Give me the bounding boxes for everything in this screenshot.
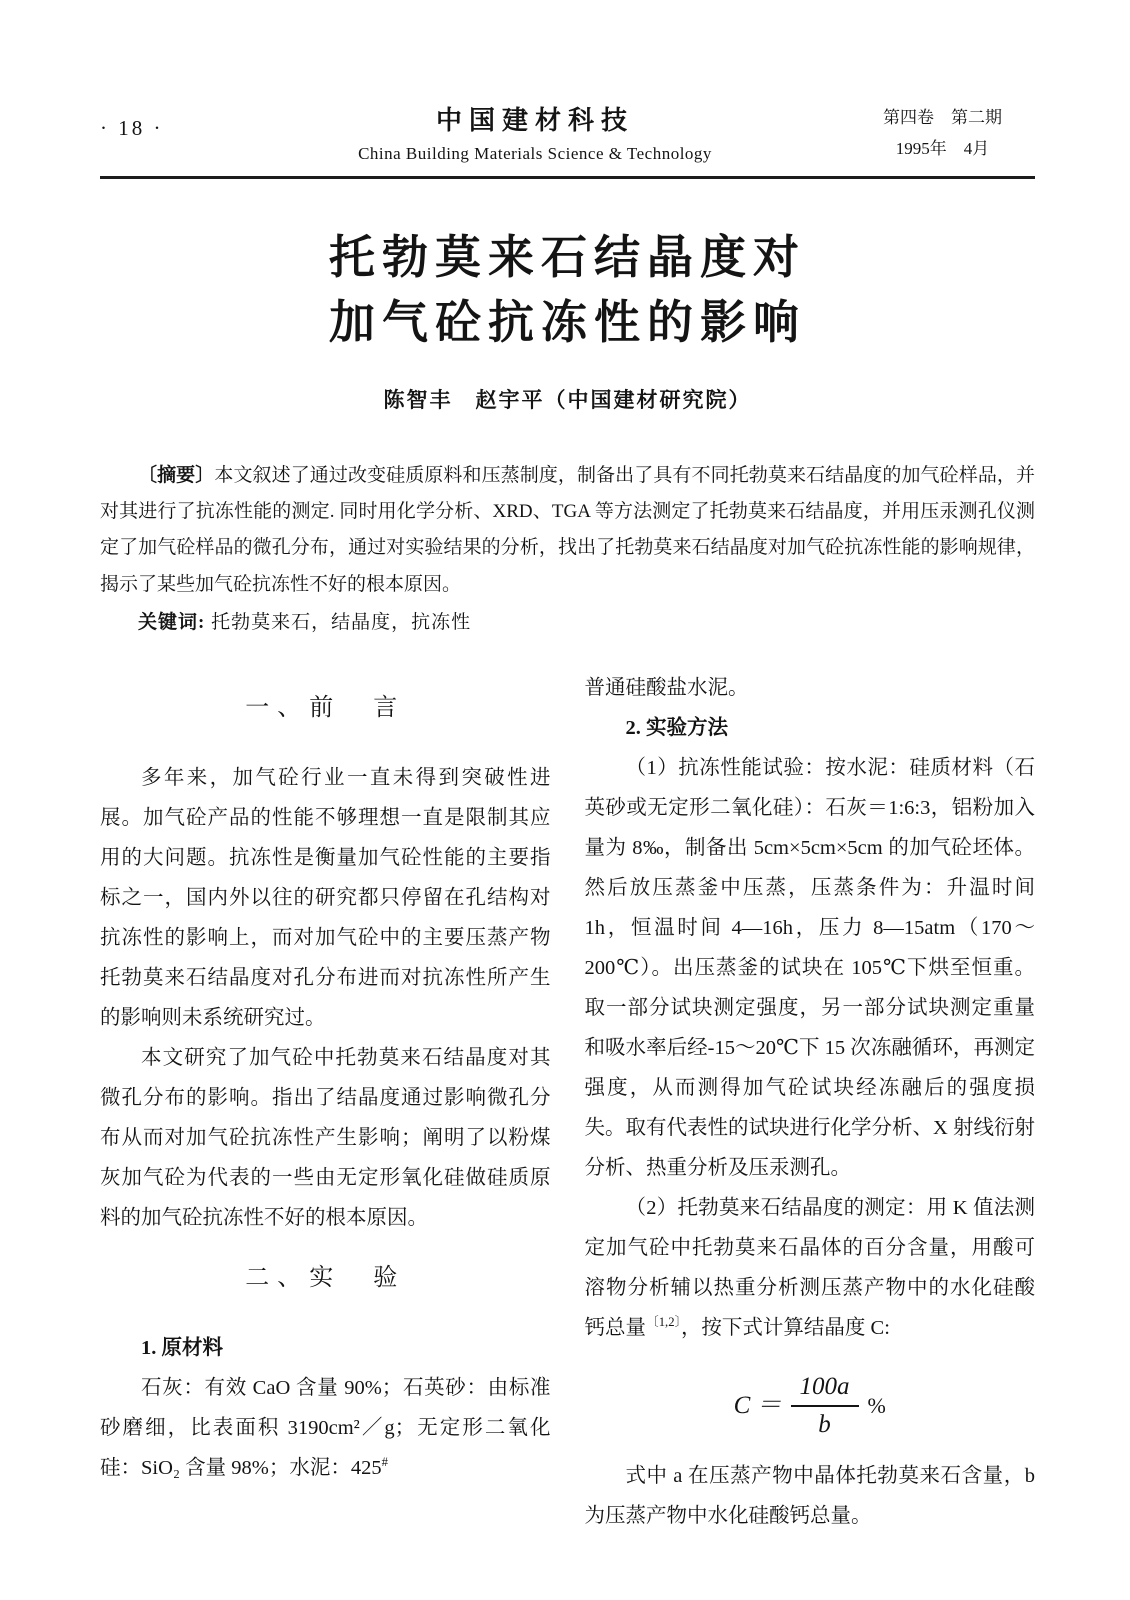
- abstract-label: 〔摘要〕: [138, 464, 215, 486]
- section-1-heading: 一、前 言: [245, 695, 406, 722]
- formula-explanation-paragraph: 式中 a 在压蒸产物中晶体托勃莫来石含量，b 为压蒸产物中水化硅酸钙总量。: [584, 1465, 1035, 1528]
- page-number: · 18 ·: [100, 116, 164, 140]
- crystallinity-formula: [585, 1372, 1036, 1440]
- journal-title-cn: 中国建材科技: [435, 106, 634, 135]
- keywords-line: [100, 607, 1035, 634]
- abstract-text: 本文叙述了通过改变硅质原料和压蒸制度，制备出了具有不同托勃莫来石结晶度的加气砼样品，并对其进行了抗冻性能的测定. 同时用化学分析、XRD、TGA 等方法测定了托勃莫来石结晶度，并用压汞测孔仪测定了加气砼样品的微孔分布，通过对实验结果的分析，找出了托勃莫来石结晶度对加气砼抗冻性能的影响规律，揭示了某些加气砼抗冻性不好的根本原因。: [100, 464, 1035, 595]
- subsection-2-heading: 2. 实验方法: [625, 717, 728, 740]
- two-column-body: [100, 668, 1035, 1536]
- issue-date: 1995年 4月: [895, 139, 990, 159]
- section-2-heading: 二、实 验: [245, 1265, 406, 1292]
- section-1-paragraph-1: 多年来，加气砼行业一直未得到突破性进展。加气砼产品的性能不够理想一直是限制其应用的大问题。抗冻性是衡量加气砼性能的主要指标之一，国内外以往的研究都只停留在孔结构对抗冻性的影响上，而对加气砼中的主要压蒸产物托勃莫来石结晶度对孔分布进而对抗冻性所产生的影响则未系统研究过。: [100, 767, 551, 1030]
- formula-denominator: b: [818, 1411, 831, 1439]
- header-divider: [100, 176, 1035, 179]
- raw-materials-paragraph: [100, 1368, 551, 1488]
- formula-unit: %: [867, 1393, 886, 1419]
- issue-info: [850, 100, 1035, 165]
- article-title-line2: 加气砼抗冻性的影响: [329, 297, 806, 349]
- keywords-label: 关键词:: [138, 612, 206, 634]
- method-paragraph-1: （1）抗冻性能试验：按水泥：硅质材料（石英砂或无定形二氧化硅）：石灰＝1:6:3，铝粉加入量为 8‰，制备出 5cm×5cm×5cm 的加气砼坯体。然后放压蒸釜中压蒸，压蒸条件为：升温时间 1h，恒温时间 4—16h，压力 8—15atm（170～200℃）。出压蒸釜的试块在 105℃下烘至恒重。取一部分试块测定强度，另一部分试块测定重量和吸水率后经-15～20℃下 15 次冻融循环，再测定强度，从而测得加气砼试块经冻融后的强度损失。取有代表性的试块进行化学分析、X 射线衍射分析、热重分析及压汞测孔。: [584, 757, 1035, 1180]
- subsection-1-heading: 1. 原材料: [141, 1337, 223, 1360]
- citation-superscript: 〔1,2〕: [646, 1315, 681, 1330]
- right-column: [585, 668, 1036, 1536]
- method-2-text-end: ，按下式计算结晶度 C:: [680, 1317, 890, 1340]
- formula-fraction: [791, 1372, 859, 1440]
- raw-materials-text: 石灰：有效 CaO 含量 90%；石英砂：由标准砂磨细，比表面积 3190cm²／g；无定形二氧化硅：SiO₂ 含量 98%；水泥：425: [100, 1377, 551, 1480]
- article-title: [100, 225, 1035, 356]
- section-1-paragraph-2: 本文研究了加气砼中托勃莫来石结晶度对其微孔分布的影响。指出了结晶度通过影响微孔分布从而对加气砼抗冻性产生影响；阐明了以粉煤灰加气砼为代表的一些由无定形氧化硅做硅质原料的加气砼抗冻性不好的根本原因。: [100, 1047, 551, 1230]
- issue-volume: 第四卷 第二期: [883, 108, 1002, 127]
- raw-materials-continuation: 普通硅酸盐水泥。: [584, 677, 749, 700]
- authors-line: 陈智丰 赵宇平（中国建材研究院）: [383, 387, 752, 412]
- formula-lhs: C ＝: [733, 1392, 782, 1420]
- journal-masthead: [220, 100, 850, 164]
- journal-title-en: China Building Materials Science & Technology: [358, 144, 712, 163]
- left-column: [100, 668, 551, 1536]
- method-2-text-start: （2）托勃莫来石结晶度的测定：用 K 值法测定加气砼中托勃莫来石晶体的百分含量，用酸可溶物分析辅以热重分析测压蒸产物中的水化硅酸钙总量: [584, 1197, 1035, 1340]
- abstract-paragraph: [100, 458, 1035, 604]
- formula-numerator: 100a: [791, 1372, 859, 1407]
- article-title-line1: 托勃莫来石结晶度对: [329, 231, 806, 283]
- journal-header: [100, 100, 1035, 165]
- method-paragraph-2: [585, 1188, 1036, 1348]
- keywords-text: 托勃莫来石，结晶度，抗冻性: [205, 612, 472, 634]
- cement-grade-superscript: #: [381, 1455, 388, 1470]
